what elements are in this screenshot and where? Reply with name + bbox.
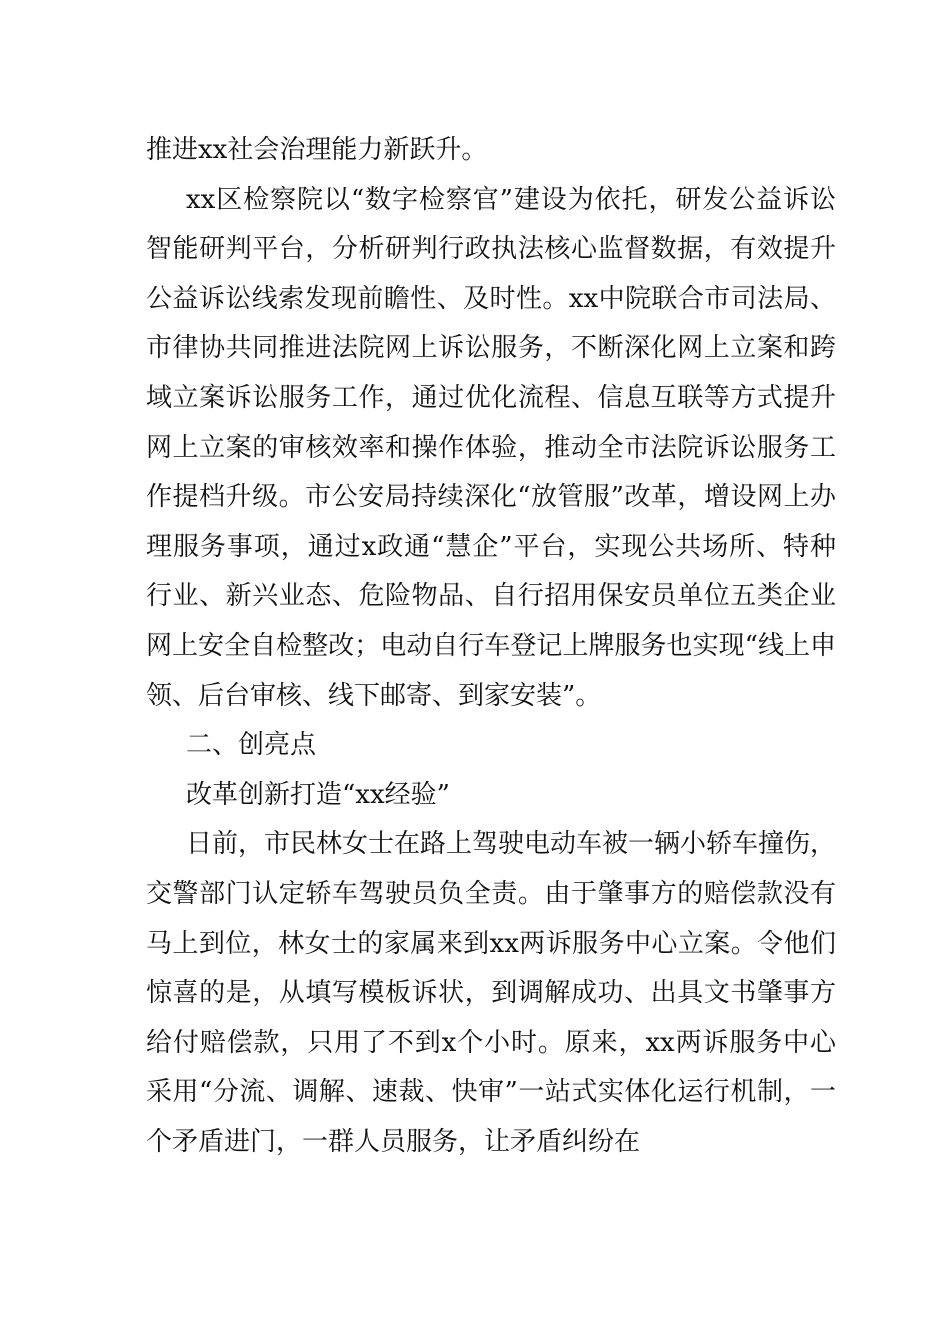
section-heading: 二、创亮点 bbox=[186, 730, 317, 761]
document-page bbox=[146, 126, 836, 1167]
paragraph-1: 推进xx社会治理能力新跃升。 bbox=[146, 135, 488, 165]
paragraph-5: 日前，市民林女士在路上驾驶电动车被一辆小轿车撞伤，交警部门认定轿车驾驶员负全责。由于肇事方的赔偿款没有马上到位，林女士的家属来到xx两诉服务中心立案。令他们惊喜的是，从填写模板诉状，到调解成功、出具文书肇事方给付赔偿款，只用了不到x个小时。原来，xx两诉服务中心采用“分流、调解、速裁、快审”一站式实体化运行机制，一个矛盾进门，一群人员服务，让矛盾纠纷在 bbox=[146, 829, 837, 1157]
paragraph-2: xx区检察院以“数字检察官”建设为依托，研发公益诉讼智能研判平台，分析研判行政执法核心监督数据，有效提升公益诉讼线索发现前瞻性、及时性。xx中院联合市司法局、市律协共同推进法院网上诉讼服务，不断深化网上立案和跨域立案诉讼服务工作，通过优化流程、信息互联等方式提升网上立案的审核效率和操作体验，推动全市法院诉讼服务工作提档升级。市公安局持续深化“放管服”改革，增设网上办理服务事项，通过x政通“慧企”平台，实现公共场所、特种行业、新兴业态、危险物品、自行招用保安员单位五类企业网上安全自检整改；电动自行车登记上牌服务也实现“线上申领、后台审核、线下邮寄、到家安装”。 bbox=[146, 184, 836, 711]
subheading: 改革创新打造“xx经验” bbox=[186, 779, 450, 810]
